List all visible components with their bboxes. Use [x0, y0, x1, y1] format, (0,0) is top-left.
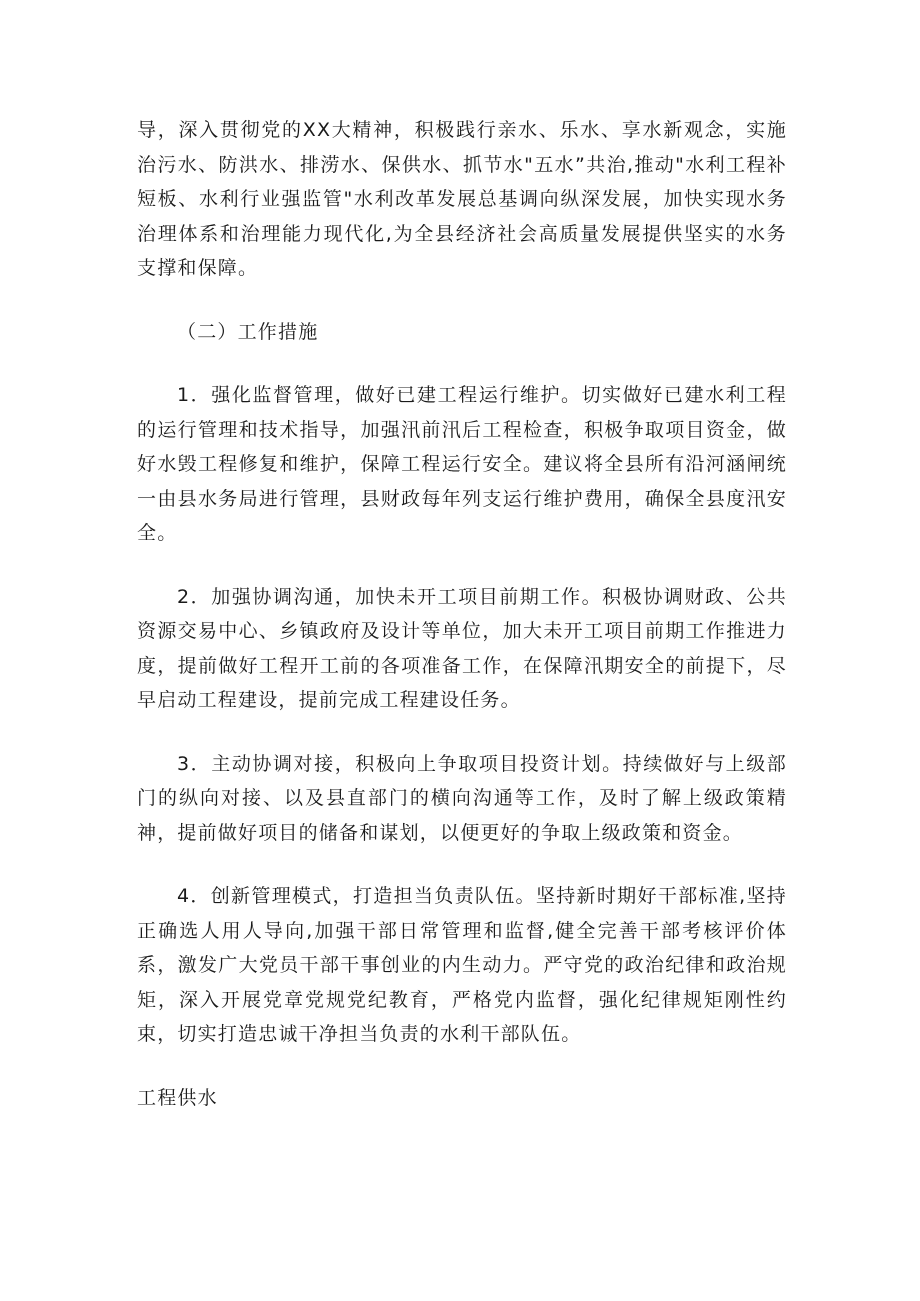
section-heading-work-measures: （二）工作措施	[177, 320, 319, 343]
paragraph-measure-1: 1．强化监督管理，做好已建工程运行维护。切实做好已建水利工程的运行管理和技术指导，加强汛前汛后工程检查，积极争取项目资金，做好水毁工程修复和维护，保障工程运行安全。建议将全县所有沿河涵闸统一由县水务局进行管理，县财政每年列支运行维护费用，确保全县度汛安全。	[137, 384, 787, 544]
paragraph-measure-4: 4．创新管理模式，打造担当负责队伍。坚持新时期好干部标准,坚持正确选人用人导向,加强干部日常管理和监督,健全完善干部考核评价体系，激发广大党员干部干事创业的内生动力。严守党的政治纪律和政治规矩，深入开展党章党规党纪教育，严格党内监督，强化纪律规矩刚性约束，切实打造忠诚干净担当负责的水利干部队伍。	[137, 885, 787, 1045]
document-body	[137, 113, 787, 1115]
paragraph-measure-2: 2．加强协调沟通，加快未开工项目前期工作。积极协调财政、公共资源交易中心、乡镇政府及设计等单位，加大未开工项目前期工作推进力度，提前做好工程开工前的各项准备工作，在保障汛期安全的前提下，尽早启动工程建设，提前完成工程建设任务。	[137, 585, 787, 711]
paragraph-engineering-water-supply: 工程供水	[137, 1086, 218, 1109]
paragraph-intro-continuation: 导，深入贯彻党的XX大精神，积极践行亲水、乐水、享水新观念，实施治污水、防洪水、排涝水、保供水、抓节水"五水”共治,推动"水利工程补短板、水利行业强监管"水利改革发展总基调向纵深发展，加快实现水务治理体系和治理能力现代化,为全县经济社会高质量发展提供坚实的水务支撑和保障。	[137, 119, 787, 279]
paragraph-measure-3: 3．主动协调对接，积极向上争取项目投资计划。持续做好与上级部门的纵向对接、以及县直部门的横向沟通等工作，及时了解上级政策精神，提前做好项目的储备和谋划，以便更好的争取上级政策和资金。	[137, 752, 787, 844]
